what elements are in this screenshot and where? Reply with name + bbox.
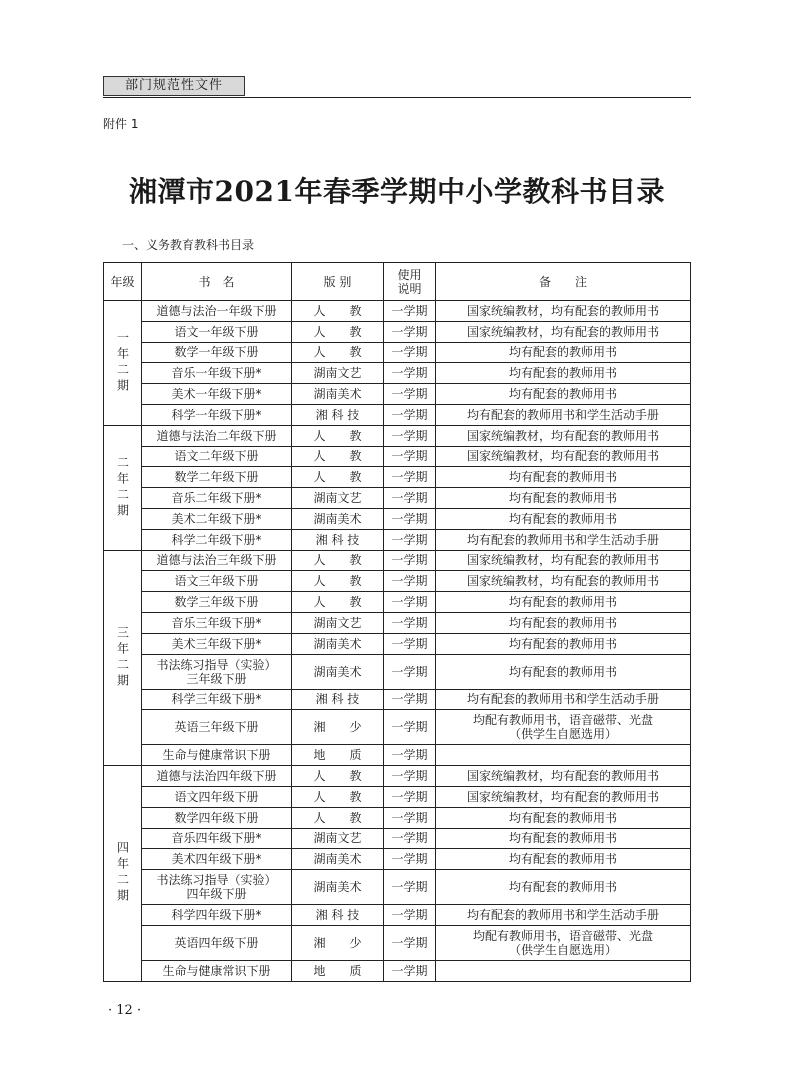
note-cell: 均有配套的教师用书和学生活动手册 [436, 905, 691, 926]
book-name-cell: 科学三年级下册* [142, 689, 292, 710]
publisher-cell: 人 教 [292, 571, 384, 592]
usage-cell: 一学期 [384, 870, 436, 905]
book-name-cell: 道德与法治四年级下册 [142, 766, 292, 787]
usage-cell: 一学期 [384, 612, 436, 633]
book-name-cell: 科学一年级下册* [142, 404, 292, 425]
usage-cell: 一学期 [384, 446, 436, 467]
table-row [104, 828, 691, 849]
usage-cell: 一学期 [384, 571, 436, 592]
table-row [104, 571, 691, 592]
publisher-cell: 人 教 [292, 807, 384, 828]
table-row [104, 301, 691, 322]
table-row [104, 592, 691, 613]
book-name-cell: 英语四年级下册 [142, 925, 292, 960]
note-cell: 国家统编教材，均有配套的教师用书 [436, 321, 691, 342]
usage-cell: 一学期 [384, 807, 436, 828]
note-cell: 国家统编教材，均有配套的教师用书 [436, 301, 691, 322]
book-name-cell: 语文一年级下册 [142, 321, 292, 342]
publisher-cell: 人 教 [292, 301, 384, 322]
publisher-cell: 湖南美术 [292, 870, 384, 905]
table-row [104, 488, 691, 509]
book-name-cell: 美术二年级下册* [142, 508, 292, 529]
book-name-cell: 道德与法治三年级下册 [142, 550, 292, 571]
note-cell: 均配有教师用书，语音磁带、光盘 （供学生自愿选用） [436, 710, 691, 745]
table-row [104, 807, 691, 828]
note-cell: 国家统编教材，均有配套的教师用书 [436, 786, 691, 807]
usage-cell: 一学期 [384, 321, 436, 342]
publisher-cell: 人 教 [292, 321, 384, 342]
usage-cell: 一学期 [384, 467, 436, 488]
grade-cell: 二年二期 [104, 425, 142, 550]
publisher-cell: 湖南文艺 [292, 488, 384, 509]
book-name-cell: 英语三年级下册 [142, 710, 292, 745]
note-cell: 均有配套的教师用书 [436, 508, 691, 529]
column-header-book-name: 书 名 [142, 263, 292, 301]
table-row [104, 689, 691, 710]
grade-cell: 四年二期 [104, 766, 142, 982]
usage-cell: 一学期 [384, 849, 436, 870]
publisher-cell: 湘 少 [292, 925, 384, 960]
note-cell: 均配有教师用书，语音磁带、光盘 （供学生自愿选用） [436, 925, 691, 960]
publisher-cell: 地 质 [292, 745, 384, 766]
grade-cell: 一年二期 [104, 301, 142, 426]
publisher-cell: 湖南美术 [292, 633, 384, 654]
table-header-row [104, 263, 691, 301]
publisher-cell: 湘 科 技 [292, 529, 384, 550]
publisher-cell: 湘 少 [292, 710, 384, 745]
book-name-cell: 科学二年级下册* [142, 529, 292, 550]
grade-cell: 三年二期 [104, 550, 142, 766]
usage-cell: 一学期 [384, 488, 436, 509]
publisher-cell: 地 质 [292, 960, 384, 981]
usage-cell: 一学期 [384, 301, 436, 322]
table-row [104, 425, 691, 446]
publisher-cell: 湖南美术 [292, 849, 384, 870]
usage-cell: 一学期 [384, 828, 436, 849]
table-row [104, 849, 691, 870]
note-cell: 国家统编教材，均有配套的教师用书 [436, 766, 691, 787]
usage-cell: 一学期 [384, 745, 436, 766]
table-row [104, 467, 691, 488]
table-row [104, 446, 691, 467]
publisher-cell: 人 教 [292, 550, 384, 571]
publisher-cell: 湖南美术 [292, 654, 384, 689]
table-row [104, 960, 691, 981]
book-name-cell: 音乐一年级下册* [142, 363, 292, 384]
publisher-cell: 湘 科 技 [292, 905, 384, 926]
publisher-cell: 湖南美术 [292, 384, 384, 405]
table-row [104, 786, 691, 807]
note-cell: 均有配套的教师用书 [436, 342, 691, 363]
usage-cell: 一学期 [384, 960, 436, 981]
table-row [104, 766, 691, 787]
usage-cell: 一学期 [384, 905, 436, 926]
table-row [104, 905, 691, 926]
note-cell: 均有配套的教师用书 [436, 363, 691, 384]
table-row [104, 654, 691, 689]
table-row [104, 321, 691, 342]
book-name-cell: 道德与法治一年级下册 [142, 301, 292, 322]
publisher-cell: 人 教 [292, 342, 384, 363]
column-header-usage: 使用 说明 [384, 263, 436, 301]
note-cell [436, 960, 691, 981]
note-cell: 国家统编教材，均有配套的教师用书 [436, 446, 691, 467]
column-header-notes: 备 注 [436, 263, 691, 301]
book-name-cell: 语文二年级下册 [142, 446, 292, 467]
table-row [104, 363, 691, 384]
publisher-cell: 人 教 [292, 592, 384, 613]
book-name-cell: 数学三年级下册 [142, 592, 292, 613]
book-name-cell: 美术三年级下册* [142, 633, 292, 654]
note-cell: 国家统编教材，均有配套的教师用书 [436, 550, 691, 571]
publisher-cell: 人 教 [292, 425, 384, 446]
table-row [104, 342, 691, 363]
publisher-cell: 湖南文艺 [292, 363, 384, 384]
usage-cell: 一学期 [384, 363, 436, 384]
note-cell: 均有配套的教师用书 [436, 828, 691, 849]
note-cell: 均有配套的教师用书 [436, 870, 691, 905]
document-title: 湘潭市2021年春季学期中小学教科书目录 [129, 175, 665, 208]
note-cell: 均有配套的教师用书 [436, 467, 691, 488]
usage-cell: 一学期 [384, 654, 436, 689]
publisher-cell: 湘 科 技 [292, 404, 384, 425]
table-row [104, 633, 691, 654]
note-cell: 均有配套的教师用书 [436, 654, 691, 689]
book-name-cell: 音乐四年级下册* [142, 828, 292, 849]
usage-cell: 一学期 [384, 766, 436, 787]
note-cell: 均有配套的教师用书和学生活动手册 [436, 689, 691, 710]
usage-cell: 一学期 [384, 786, 436, 807]
book-name-cell: 数学四年级下册 [142, 807, 292, 828]
book-name-cell: 语文三年级下册 [142, 571, 292, 592]
table-row [104, 745, 691, 766]
book-name-cell: 数学二年级下册 [142, 467, 292, 488]
book-name-cell: 语文四年级下册 [142, 786, 292, 807]
publisher-cell: 人 教 [292, 467, 384, 488]
note-cell: 均有配套的教师用书 [436, 612, 691, 633]
header-divider [103, 97, 691, 98]
book-name-cell: 生命与健康常识下册 [142, 960, 292, 981]
table-row [104, 404, 691, 425]
book-name-cell: 音乐二年级下册* [142, 488, 292, 509]
book-name-cell: 生命与健康常识下册 [142, 745, 292, 766]
usage-cell: 一学期 [384, 425, 436, 446]
book-name-cell: 道德与法治二年级下册 [142, 425, 292, 446]
note-cell [436, 745, 691, 766]
table-row [104, 925, 691, 960]
usage-cell: 一学期 [384, 710, 436, 745]
publisher-cell: 人 教 [292, 786, 384, 807]
usage-cell: 一学期 [384, 342, 436, 363]
usage-cell: 一学期 [384, 592, 436, 613]
attachment-label: 附件 1 [103, 117, 139, 131]
table-row [104, 710, 691, 745]
book-name-cell: 书法练习指导（实验） 三年级下册 [142, 654, 292, 689]
section-heading: 一、义务教育教科书目录 [122, 238, 255, 252]
book-name-cell: 书法练习指导（实验） 四年级下册 [142, 870, 292, 905]
book-name-cell: 音乐三年级下册* [142, 612, 292, 633]
note-cell: 均有配套的教师用书 [436, 849, 691, 870]
book-name-cell: 美术四年级下册* [142, 849, 292, 870]
usage-cell: 一学期 [384, 550, 436, 571]
book-name-cell: 美术一年级下册* [142, 384, 292, 405]
document-category-tag: 部门规范性文件 [103, 76, 245, 96]
book-name-cell: 科学四年级下册* [142, 905, 292, 926]
usage-cell: 一学期 [384, 529, 436, 550]
table-row [104, 529, 691, 550]
note-cell: 均有配套的教师用书 [436, 592, 691, 613]
page-number: · 12 · [108, 1003, 142, 1018]
usage-cell: 一学期 [384, 925, 436, 960]
textbook-catalog-table [103, 262, 691, 982]
note-cell: 均有配套的教师用书 [436, 633, 691, 654]
column-header-grade: 年级 [104, 263, 142, 301]
table-row [104, 508, 691, 529]
table-body [104, 301, 691, 982]
publisher-cell: 人 教 [292, 766, 384, 787]
table-row [104, 870, 691, 905]
note-cell: 国家统编教材，均有配套的教师用书 [436, 425, 691, 446]
column-header-publisher: 版 别 [292, 263, 384, 301]
usage-cell: 一学期 [384, 633, 436, 654]
note-cell: 均有配套的教师用书 [436, 488, 691, 509]
table-row [104, 384, 691, 405]
note-cell: 均有配套的教师用书 [436, 384, 691, 405]
usage-cell: 一学期 [384, 384, 436, 405]
publisher-cell: 湖南美术 [292, 508, 384, 529]
usage-cell: 一学期 [384, 508, 436, 529]
publisher-cell: 湖南文艺 [292, 828, 384, 849]
note-cell: 均有配套的教师用书 [436, 807, 691, 828]
table-row [104, 550, 691, 571]
table-row [104, 612, 691, 633]
note-cell: 均有配套的教师用书和学生活动手册 [436, 404, 691, 425]
book-name-cell: 数学一年级下册 [142, 342, 292, 363]
note-cell: 国家统编教材，均有配套的教师用书 [436, 571, 691, 592]
usage-cell: 一学期 [384, 404, 436, 425]
note-cell: 均有配套的教师用书和学生活动手册 [436, 529, 691, 550]
publisher-cell: 湖南文艺 [292, 612, 384, 633]
publisher-cell: 湘 科 技 [292, 689, 384, 710]
publisher-cell: 人 教 [292, 446, 384, 467]
usage-cell: 一学期 [384, 689, 436, 710]
